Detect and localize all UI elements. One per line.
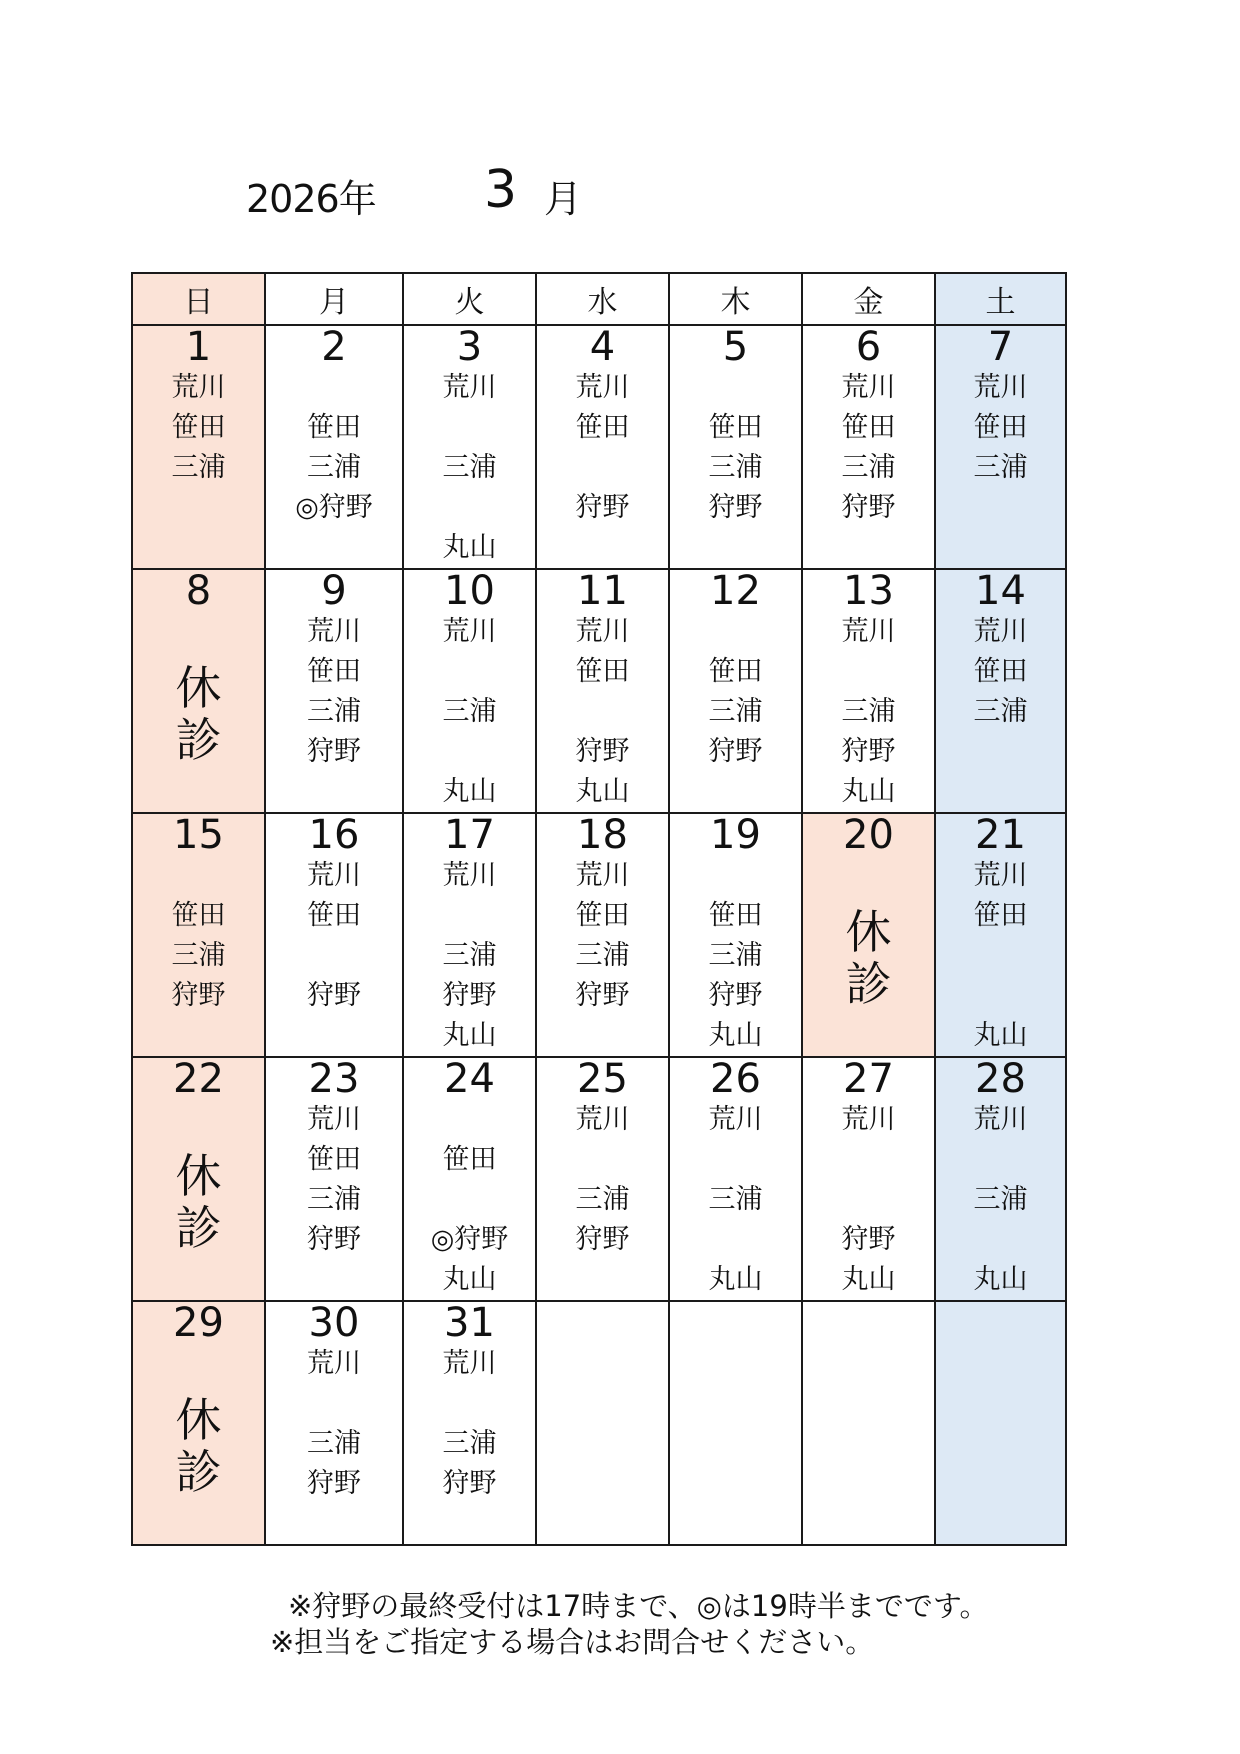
staff-name [266,1016,402,1056]
staff-name [404,1100,535,1140]
staff-name: 三浦 [708,452,763,483]
weekday-header: 月 [265,273,403,325]
closed-label [133,1150,264,1254]
weekday-header: 日 [132,273,265,325]
closed-label-char: 診 [175,713,222,767]
day-number: 2 [321,324,347,370]
staff-name [670,772,801,812]
staff-name [133,1016,264,1056]
staff-name: 荒川 [442,616,497,647]
day-cell [403,325,536,569]
staff-name: 三浦 [442,940,497,971]
staff-name: 荒川 [307,860,361,891]
staff-name: 丸山 [442,532,497,563]
staff-name: 笹田 [171,412,226,443]
week-row [132,1301,1066,1545]
staff-name: 笹田 [171,900,226,931]
footnotes [270,1588,989,1660]
weekday-header: 火 [403,273,536,325]
staff-name: 丸山 [708,1020,763,1051]
weekday-header: 木 [669,273,802,325]
staff-name [670,1140,801,1180]
staff-name [936,528,1065,568]
month-number: 3 [484,160,518,220]
staff-name [404,1504,535,1544]
day-number: 1 [185,324,212,370]
staff-name: 笹田 [973,656,1028,687]
staff-name [936,936,1065,976]
staff-name [936,732,1065,772]
staff-name: 笹田 [442,1144,497,1175]
staff-name: 笹田 [307,412,361,443]
calendar-title [246,160,946,220]
staff-name: 三浦 [841,696,896,727]
staff-name [936,1220,1065,1260]
day-number [936,1302,1065,1344]
staff-name: 三浦 [708,696,763,727]
day-number: 30 [308,1300,360,1346]
day-cell [132,569,265,813]
staff-name: ◎狩野 [295,492,373,523]
day-cell [536,569,669,813]
staff-name: 狩野 [171,980,226,1011]
staff-name: 三浦 [708,940,763,971]
weekday-header: 土 [935,273,1066,325]
staff-name [133,856,264,896]
day-cell [132,325,265,569]
footnote-reception-hours: ※狩野の最終受付は17時まで、◎は19時半までです。 [288,1589,989,1623]
schedule-calendar [131,272,1067,1546]
staff-name: 狩野 [442,980,497,1011]
day-cell [536,325,669,569]
staff-name: 荒川 [973,860,1028,891]
staff-name: 三浦 [841,452,896,483]
staff-name: 三浦 [575,940,630,971]
week-row [132,1057,1066,1301]
day-cell [935,325,1066,569]
footnote-staff-request: ※担当をご指定する場合はお問合せください。 [270,1625,875,1659]
staff-name: 荒川 [973,1104,1028,1135]
staff-name [404,408,535,448]
staff-name: 三浦 [973,696,1028,727]
day-number: 6 [855,324,882,370]
staff-name [266,1504,402,1544]
day-cell [132,1301,265,1545]
staff-name: 荒川 [973,616,1028,647]
staff-name [404,1180,535,1220]
staff-name: ◎狩野 [430,1224,509,1255]
staff-name: 三浦 [307,452,361,483]
day-number: 13 [843,568,894,614]
day-number: 17 [444,812,495,858]
staff-name: 荒川 [307,616,361,647]
staff-name: 三浦 [708,1184,763,1215]
staff-name: 三浦 [307,1428,361,1459]
day-number: 22 [173,1056,224,1102]
staff-name [537,1140,668,1180]
staff-name: 丸山 [973,1264,1028,1295]
staff-name: 狩野 [708,736,763,767]
staff-name: 笹田 [973,412,1028,443]
staff-name [266,1260,402,1300]
staff-name: 狩野 [708,980,763,1011]
staff-name: 笹田 [307,1144,361,1175]
staff-name [670,368,801,408]
day-number: 9 [321,568,347,614]
staff-name: 荒川 [307,1104,361,1135]
day-number: 28 [975,1056,1026,1102]
day-number: 18 [577,812,628,858]
closed-label-char: 休 [175,661,222,715]
day-cell [403,1301,536,1545]
staff-name: 笹田 [575,656,630,687]
day-number: 10 [444,568,495,614]
day-cell [669,325,802,569]
closed-label [133,1394,264,1498]
day-cell [669,569,802,813]
staff-name: 三浦 [442,1428,497,1459]
day-number: 31 [444,1300,495,1346]
staff-name: 笹田 [973,900,1028,931]
day-cell [802,1301,935,1545]
staff-name: 三浦 [575,1184,630,1215]
day-cell [802,813,935,1057]
staff-name [537,692,668,732]
staff-name [537,528,668,568]
day-cell [536,1301,669,1545]
staff-name: 荒川 [841,616,896,647]
staff-name: 三浦 [442,452,497,483]
staff-name [803,1180,934,1220]
staff-name: 荒川 [841,372,896,403]
staff-name: 狩野 [575,736,630,767]
day-cell [935,813,1066,1057]
week-row [132,325,1066,569]
staff-name: 丸山 [841,776,896,807]
closed-label-char: 診 [175,1445,222,1499]
weekday-header: 金 [802,273,935,325]
day-number: 16 [308,812,360,858]
day-cell [265,1301,403,1545]
staff-name: 狩野 [841,1224,896,1255]
day-number: 12 [710,568,761,614]
staff-name [266,1384,402,1424]
day-number: 24 [444,1056,495,1102]
staff-name: 笹田 [708,656,763,687]
staff-name: 狩野 [575,1224,630,1255]
day-number: 14 [975,568,1026,614]
day-cell [935,1057,1066,1301]
day-number: 3 [456,324,483,370]
staff-name: 荒川 [442,860,497,891]
staff-name: 三浦 [442,696,497,727]
day-number: 11 [577,568,628,614]
weekday-header: 水 [536,273,669,325]
staff-name: 荒川 [575,1104,630,1135]
staff-name: 丸山 [442,1264,497,1295]
staff-name [537,1016,668,1056]
staff-name: 狩野 [307,736,361,767]
staff-name: 狩野 [841,492,896,523]
closed-label-char: 休 [175,1149,222,1203]
staff-name [936,772,1065,812]
staff-name: 荒川 [973,372,1028,403]
year-label: 2026年 [246,177,376,221]
day-cell [536,813,669,1057]
staff-name: 丸山 [708,1264,763,1295]
staff-name: 荒川 [708,1104,763,1135]
staff-name [803,652,934,692]
staff-name [936,1140,1065,1180]
staff-name [803,1140,934,1180]
staff-name [404,896,535,936]
closed-label-char: 診 [845,957,892,1011]
staff-name [404,732,535,772]
day-number [803,1302,934,1344]
day-number: 20 [843,812,894,858]
day-cell [265,813,403,1057]
staff-name [404,488,535,528]
closed-label-char: 休 [175,1393,222,1447]
staff-name [936,488,1065,528]
staff-name [266,528,402,568]
staff-name: 三浦 [973,452,1028,483]
staff-name: 丸山 [973,1020,1028,1051]
staff-name: 狩野 [307,980,361,1011]
day-cell [802,1057,935,1301]
day-cell [935,1301,1066,1545]
staff-name [670,528,801,568]
day-cell [265,1057,403,1301]
staff-name: 三浦 [171,940,226,971]
day-cell [802,569,935,813]
day-cell [265,325,403,569]
week-row [132,569,1066,813]
closed-label-char: 休 [845,905,892,959]
staff-name: 狩野 [575,980,630,1011]
day-cell [403,569,536,813]
staff-name: 荒川 [171,372,226,403]
staff-name: 三浦 [973,1184,1028,1215]
day-cell [132,813,265,1057]
staff-name: 三浦 [171,452,226,483]
staff-name: 荒川 [575,372,630,403]
staff-name: 狩野 [708,492,763,523]
staff-name: 笹田 [575,412,630,443]
day-cell [669,1301,802,1545]
month-label: 月 [544,177,583,221]
day-number: 19 [710,812,761,858]
staff-name: 荒川 [575,616,630,647]
staff-name: 荒川 [575,860,630,891]
staff-name: 荒川 [841,1104,896,1135]
staff-name: 三浦 [307,1184,361,1215]
staff-name [936,976,1065,1016]
staff-name [266,936,402,976]
staff-name: 笹田 [708,900,763,931]
weekday-header-row [132,273,1066,325]
day-cell [265,569,403,813]
day-number: 26 [710,1056,761,1102]
day-number [537,1302,668,1344]
staff-name: 丸山 [841,1264,896,1295]
day-cell [669,1057,802,1301]
day-number: 23 [308,1056,360,1102]
day-cell [403,1057,536,1301]
staff-name: 丸山 [442,1020,497,1051]
day-cell [132,1057,265,1301]
day-number: 29 [173,1300,224,1346]
staff-name: 笹田 [575,900,630,931]
staff-name: 狩野 [307,1468,361,1499]
staff-name: 狩野 [307,1224,361,1255]
day-number: 21 [975,812,1026,858]
staff-name [404,652,535,692]
staff-name: 狩野 [575,492,630,523]
closed-label [133,662,264,766]
staff-name [803,528,934,568]
staff-name: 笹田 [708,412,763,443]
day-number: 8 [185,568,212,614]
staff-name: 丸山 [442,776,497,807]
staff-name: 狩野 [442,1468,497,1499]
staff-name: 笹田 [307,900,361,931]
staff-name [670,1220,801,1260]
staff-name [133,528,264,568]
day-number: 4 [589,324,616,370]
day-number: 5 [722,324,749,370]
day-number: 15 [173,812,224,858]
staff-name: 荒川 [307,1348,361,1379]
staff-name [404,1384,535,1424]
day-cell [403,813,536,1057]
staff-name: 狩野 [841,736,896,767]
staff-name [537,1260,668,1300]
day-cell [935,569,1066,813]
day-number [670,1302,801,1344]
staff-name: 丸山 [575,776,630,807]
week-row [132,813,1066,1057]
day-cell [669,813,802,1057]
staff-name [133,488,264,528]
staff-name: 笹田 [307,656,361,687]
day-number: 27 [843,1056,894,1102]
closed-label [803,906,934,1010]
staff-name: 荒川 [442,372,497,403]
staff-name [537,448,668,488]
day-number: 25 [577,1056,628,1102]
closed-label-char: 診 [175,1201,222,1255]
staff-name: 三浦 [307,696,361,727]
day-cell [802,325,935,569]
staff-name: 笹田 [841,412,896,443]
staff-name: 荒川 [442,1348,497,1379]
staff-name [266,368,402,408]
staff-name [266,772,402,812]
staff-name [670,612,801,652]
staff-name [670,856,801,896]
day-cell [536,1057,669,1301]
day-number: 7 [987,324,1014,370]
